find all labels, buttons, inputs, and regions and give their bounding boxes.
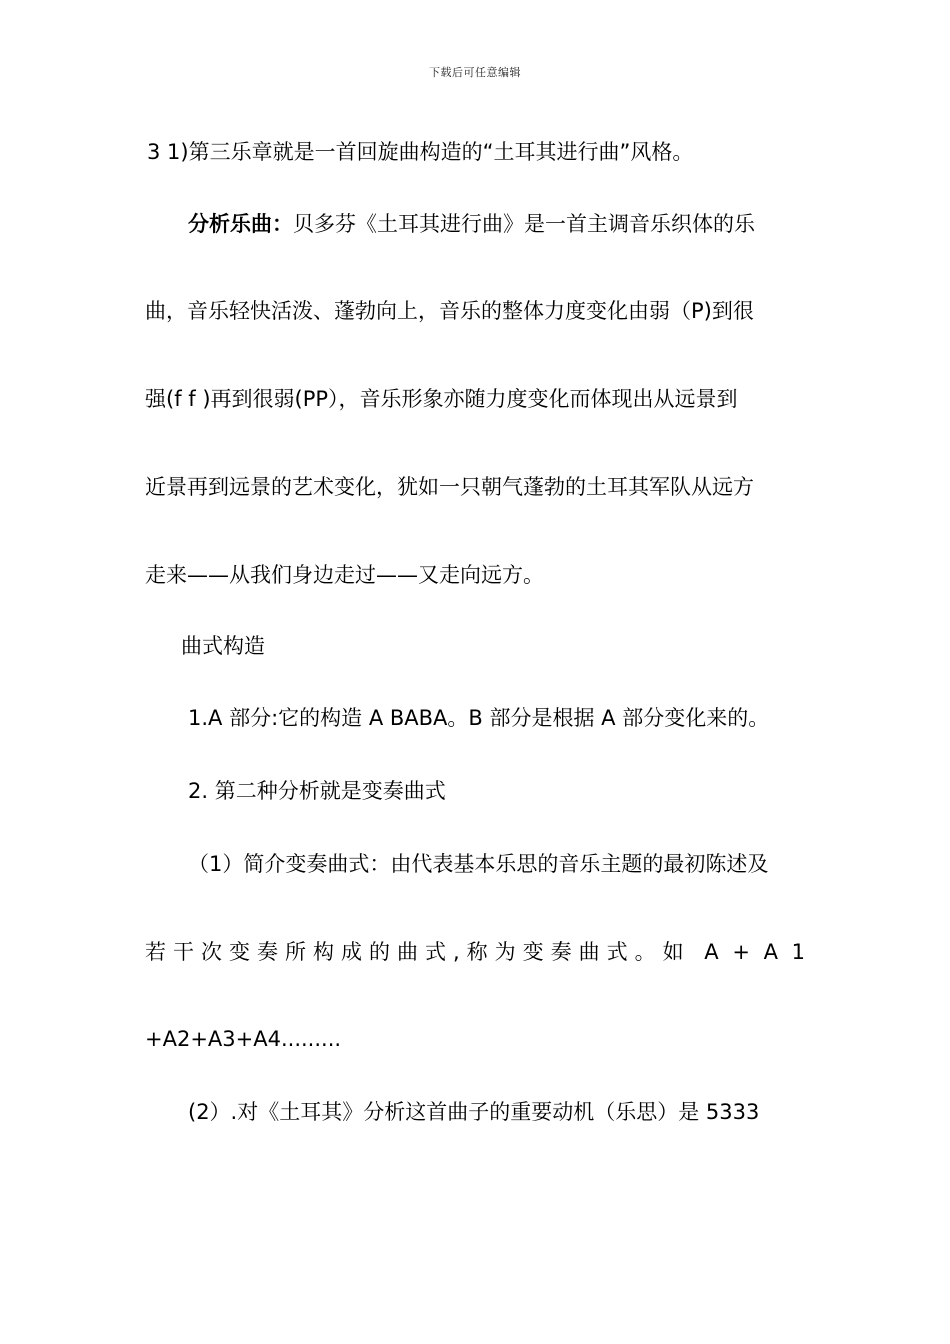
motif-analysis-line: (2）.对《土耳其》分析这首曲子的重要动机（乐思）是 5333 <box>188 1100 760 1124</box>
variation-intro-line-1: （1）简介变奏曲式：由代表基本乐思的音乐主题的最初陈述及 <box>188 852 769 876</box>
variation-intro-line-2: 若干次变奏所构成的曲式,称为变奏曲式。如 A + A 1 <box>145 940 805 964</box>
paragraph-analysis-line-5: 走来——从我们身边走过——又走向远方。 <box>145 563 544 587</box>
paragraph-analysis-line-3: 强(f f )再到很弱(PP），音乐形象亦随力度变化而体现出从远景到 <box>145 387 738 411</box>
list-item-part-a: 1.A 部分:它的构造 A BABA。B 部分是根据 A 部分变化来的。 <box>188 706 770 730</box>
analysis-label: 分析乐曲： <box>188 212 293 236</box>
paragraph-analysis-line-2: 曲，音乐轻快活泼、蓬勃向上，音乐的整体力度变化由弱（P)到很 <box>145 299 754 323</box>
list-item-variation-form: 2. 第二种分析就是变奏曲式 <box>188 779 446 803</box>
section-title-form: 曲式构造 <box>181 634 265 658</box>
paragraph-analysis-line-4: 近景再到远景的艺术变化，犹如一只朝气蓬勃的土耳其军队从远方 <box>145 475 754 499</box>
variation-intro-line-3: +A2+A3+A4......... <box>145 1027 342 1051</box>
page-header: 下载后可任意编辑 <box>429 66 521 79</box>
analysis-text-1: 贝多芬《土耳其进行曲》是一首主调音乐织体的乐 <box>293 212 755 236</box>
text-line-movement-3: 3 1)第三乐章就是一首回旋曲构造的“土耳其进行曲”风格。 <box>147 140 694 164</box>
paragraph-analysis-line-1 <box>188 210 755 238</box>
